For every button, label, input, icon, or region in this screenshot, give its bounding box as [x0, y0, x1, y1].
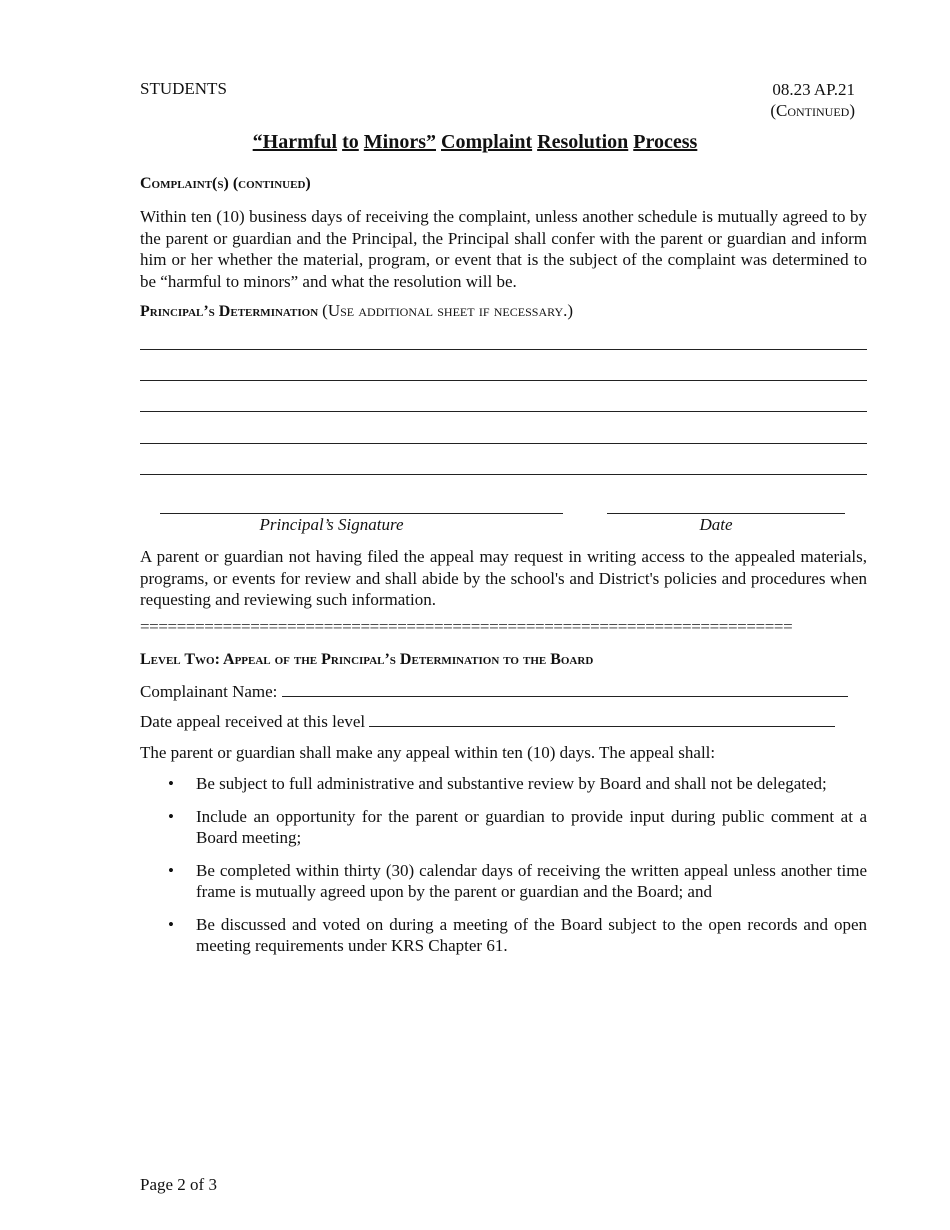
list-item: • Be completed within thirty (30) calendar days of receiving the written appeal unless another time frame is mutually agreed upon by the parent or guardian and the Board; and: [168, 860, 867, 901]
section-divider: =======================================================================: [140, 617, 793, 636]
determination-heading: Principal’s Determination: [140, 303, 319, 320]
appeal-intro: The parent or guardian shall make any appeal within ten (10) days. The appeal shall:: [140, 743, 716, 762]
principal-signature-label: Principal’s Signature: [259, 515, 404, 534]
header-policy-code: [770, 79, 855, 121]
title-word: “Harmful: [252, 131, 338, 153]
bullet-icon: •: [168, 860, 174, 880]
complainant-name-input[interactable]: [282, 682, 848, 697]
complaints-paragraph: Within ten (10) business days of receiving the complaint, unless another schedule is mutually agreed to by the parent or guardian and the Principal, the Principal shall confer with the parent or guardian and inform him or her whether the material, program, or event that is the subject of the complaint was determined to be “harmful to minors” and what the resolution will be.: [140, 207, 867, 291]
complainant-name-field: [140, 682, 848, 702]
bullet-icon: •: [168, 774, 174, 793]
appeal-requirements-list: [140, 773, 867, 968]
title-word: Complaint: [441, 131, 533, 153]
date-appeal-input[interactable]: [369, 712, 835, 727]
determination-write-line[interactable]: [140, 349, 867, 350]
page-title: [0, 131, 950, 154]
determination-write-line[interactable]: [140, 474, 867, 475]
date-label: Date: [699, 515, 733, 534]
date-appeal-field: [140, 712, 835, 732]
access-paragraph: A parent or guardian not having filed the appeal may request in writing access to the appealed materials, programs, or events for review and shall abide by the school's and District's policies and procedures when requesting and reviewing such information.: [140, 547, 867, 609]
list-item: • Include an opportunity for the parent or guardian to provide input during public comment at a Board meeting;: [168, 806, 867, 847]
title-word: Process: [633, 131, 698, 153]
determination-write-line[interactable]: [140, 411, 867, 412]
continued-label: (Continued): [770, 101, 855, 120]
level-two-heading: Level Two: Appeal of the Principal’s Determination to the Board: [140, 651, 594, 668]
list-item: • Be subject to full administrative and substantive review by Board and shall not be delegated;: [168, 774, 827, 793]
page-number: Page 2 of 3: [140, 1175, 217, 1194]
principal-signature-line[interactable]: [160, 513, 563, 514]
title-word: Minors”: [363, 131, 436, 153]
date-appeal-label: Date appeal received at this level: [140, 712, 366, 731]
date-signature-line[interactable]: [607, 513, 845, 514]
determination-write-line[interactable]: [140, 443, 867, 444]
list-item: • Be discussed and voted on during a meeting of the Board subject to the open records and open meeting requirements under KRS Chapter 61.: [168, 914, 867, 955]
determination-heading-row: [140, 301, 573, 321]
determination-note: (Use additional sheet if necessary.): [322, 301, 574, 320]
policy-code: 08.23 AP.21: [772, 80, 855, 99]
title-word: Resolution: [537, 131, 629, 153]
complaints-heading: Complaint(s) (continued): [140, 175, 311, 192]
complainant-name-label: Complainant Name:: [140, 682, 278, 701]
determination-write-line[interactable]: [140, 380, 867, 381]
header-section-label: STUDENTS: [140, 79, 227, 98]
title-word: to: [342, 131, 359, 153]
bullet-icon: •: [168, 806, 174, 826]
bullet-icon: •: [168, 914, 174, 934]
